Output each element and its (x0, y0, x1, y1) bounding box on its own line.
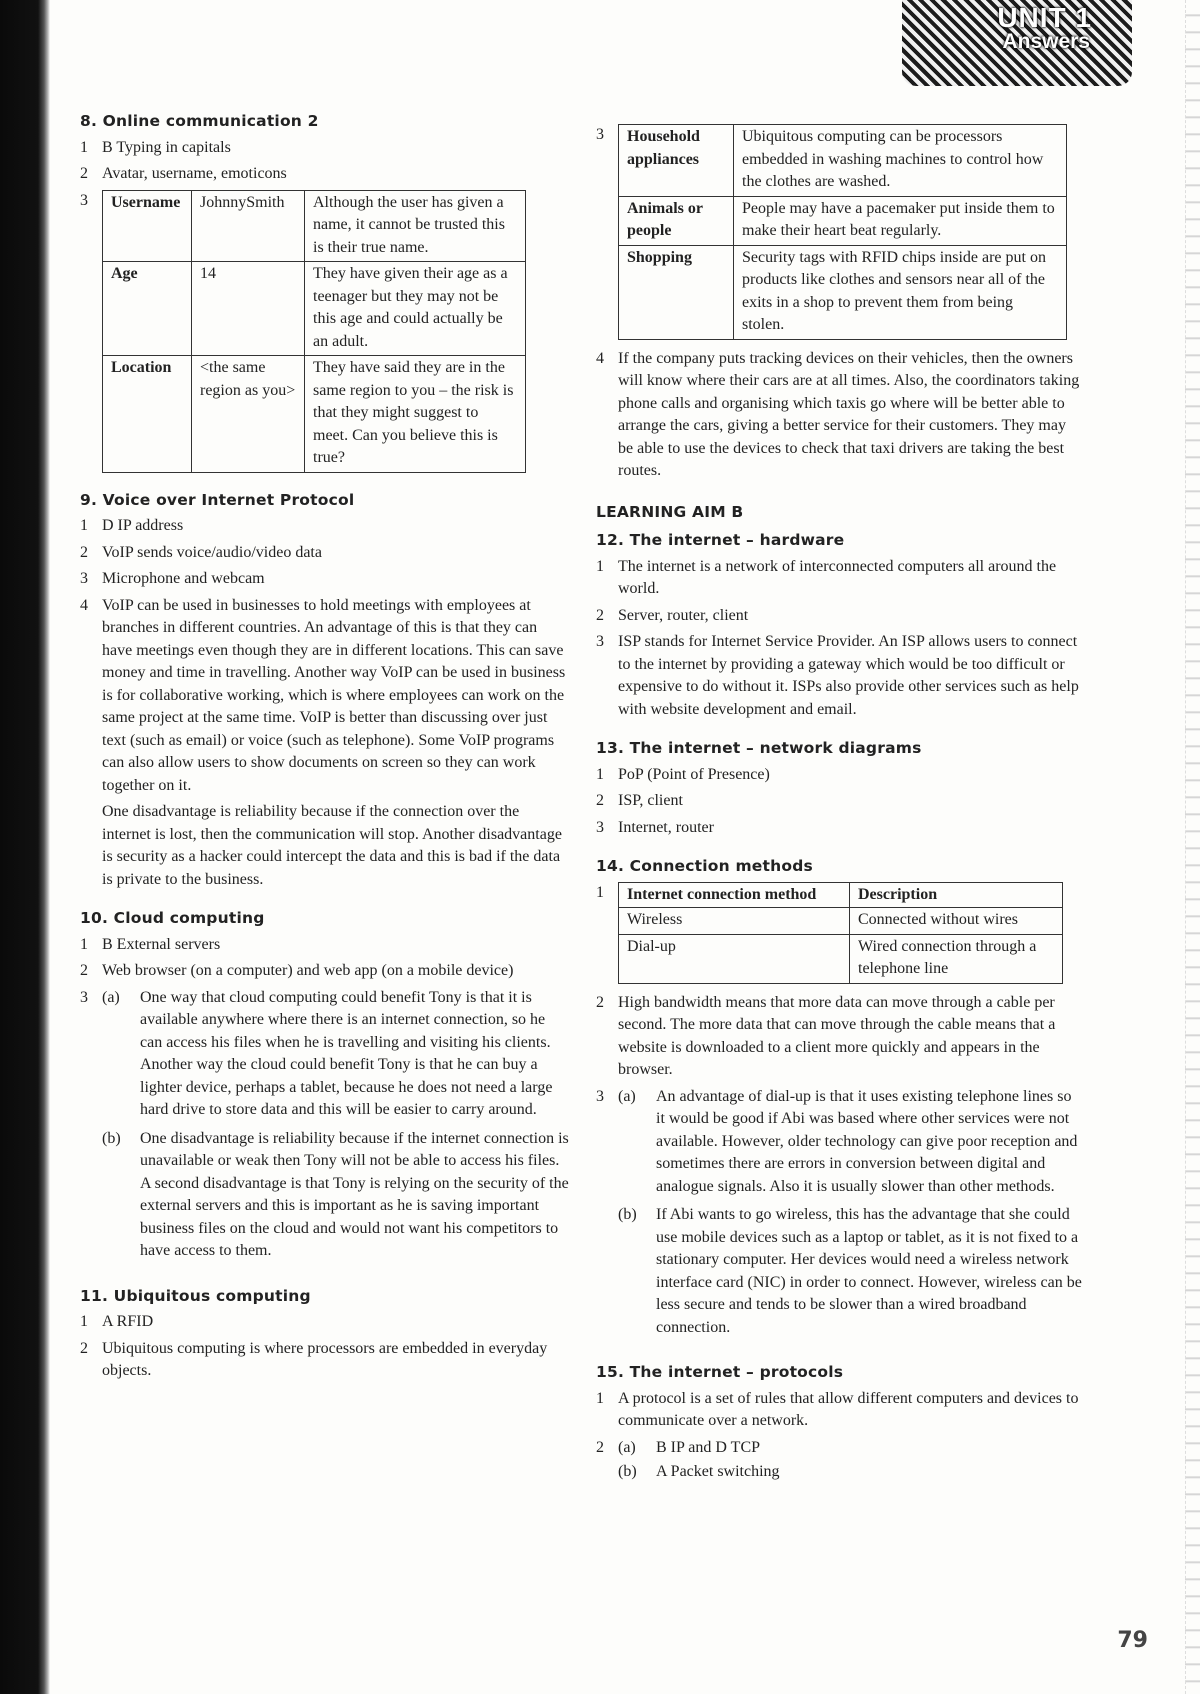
unit-label: UNIT 1 (997, 2, 1092, 33)
answer-item: 1 The internet is a network of interconnected computers all around the world. (596, 557, 1057, 597)
scan-shadow-left (0, 0, 50, 1694)
sub-answer: (b) One disadvantage is reliability because if the internet connection is unavailable or weak then Tony will not be able to access his files. A second disadvantage is that Tony is relying on the security of the external servers and this is important as he is saving important business files on the cloud and would not want his competitors to have access to them. (102, 1129, 569, 1259)
sub-answer: (b) A Packet switching (618, 1463, 780, 1480)
answer-item: 1 PoP (Point of Presence) (596, 765, 770, 783)
table-row: Animals or people People may have a pacemaker put inside them to make their heart beat regularly. (619, 196, 1067, 245)
section-title: 12. The internet – hardware (596, 531, 845, 549)
right-column (596, 124, 1084, 1494)
answers-label: Answers (1002, 30, 1090, 53)
sub-answer: (a) An advantage of dial-up is that it uses existing telephone lines so it would be good if Abi was based where other services were not available. However, older technology can give poor reception and sometimes there are errors in conversion between digital and analogue signals. Also it is usually slower than other methods. (618, 1087, 1078, 1195)
profile-table (102, 190, 526, 473)
scan-edge-right (1185, 0, 1200, 1694)
table-row: Dial-up Wired connection through a telephone line (619, 934, 1063, 983)
section-title: 8. Online communication 2 (80, 112, 319, 130)
section-title: 15. The internet – protocols (596, 1363, 844, 1381)
answer-item: 3 Household appliances Ubiquitous computing can be processors embedded in washing machines to control how the clothes are washed. Animals or people People may have a pacemaker put inside them to make their heart beat regularly. Shopping Security tags with RFID chips inside are put on products like clothes and sensors near all of the exits in a shop to prevent them from being stolen. (596, 124, 1084, 340)
unit-badge (902, 0, 1132, 86)
connection-table (618, 882, 1063, 984)
answer-item: 3 Microphone and webcam (80, 570, 265, 587)
answer-item: 2 (a) B IP and D TCP (b) A Packet switching (596, 1437, 1084, 1490)
answer-item: 3 (a) An advantage of dial-up is that it uses existing telephone lines so it would be good if Abi was based where other services were not available. However, older technology can give poor reception and sometimes there are errors in conversion between digital and analogue signals. Also it is usually slower than other methods. (b) If Abi wants to go wireless, this has the advantage that she could use mobile devices such as a laptop or tablet, as it is not fixed to a stationary computer. Her devices would need a wireless network interface card (NIC) in order to connect. However, wireless can be less secure and tends to be slower than a wired broadband connection. (596, 1086, 1084, 1346)
section-title: 9. Voice over Internet Protocol (80, 490, 355, 509)
answer-item: 2 High bandwidth means that more data can move through a cable per second. The more data that can move through the cable means that a website is downloaded to a client more quickly and appears in the browser. (596, 993, 1056, 1078)
answer-item: 3 Internet, router (596, 818, 714, 836)
section-title: 10. Cloud computing (80, 909, 265, 927)
answer-item: 1 A protocol is a set of rules that allow different computers and devices to communicate over a network. (596, 1389, 1079, 1429)
left-column (80, 110, 570, 1387)
page-number: 79 (1117, 1628, 1148, 1653)
answer-item: 3 (a) One way that cloud computing could benefit Tony is that it is available anywhere where there is an internet connection, so he can access his files when he is travelling and visiting his clients. Another way the cloud could benefit Tony is that he can buy a lighter device, perhaps a tablet, because he does not need a large hard drive to store data and this will be easier to carry around. (b) One disadvantage is reliability because if the internet connection is unavailable or weak then Tony will not be able to access his files. A second disadvantage is that Tony is relying on the security of the external servers and this is important as he is saving important business files on the cloud and would not want his competitors to have access to them. (80, 987, 570, 1269)
answer-item: 1 D IP address (80, 517, 184, 534)
answer-item: 2 Avatar, username, emoticons (80, 165, 287, 182)
table-header-row: Internet connection method Description (619, 882, 1063, 908)
answer-item: 2 ISP, client (596, 792, 683, 809)
section-title: 11. Ubiquitous computing (80, 1286, 311, 1305)
answer-item: 2 VoIP sends voice/audio/video data (80, 543, 322, 561)
answer-paragraph: VoIP can be used in businesses to hold meetings with employees at branches in different countries. An advantage of this is that they can have meetings even though they are in different locations. This can save money and time in travelling. Another way VoIP can be used in business is for collaborative working, which is where employees can work on the same project at the same time. VoIP is better than discussing over just text (such as email) or voice (such as telephone). Some VoIP programs can also allow users to show documents on screen so they can work together on it. (102, 596, 566, 794)
sub-answer: (b) If Abi wants to go wireless, this has the advantage that she could use mobile devices such as a laptop or tablet, as it is not fixed to a stationary computer. Her devices would need a wireless network interface card (NIC) in order to connect. However, wireless can be less secure and tends to be slower than a wired broadband connection. (618, 1206, 1082, 1336)
answer-paragraph: One disadvantage is reliability because if the connection over the internet is lost, then the communication will stop. Another disadvantage is security as a hacker could intercept the data and this is bad if the data is private to the business. (102, 803, 562, 888)
answer-item: 2 Server, router, client (596, 606, 749, 624)
answer-item: 1 B External servers (80, 935, 221, 953)
answer-item: 1 B Typing in capitals (80, 138, 231, 156)
section-title: 13. The internet – network diagrams (596, 739, 922, 757)
answer-item: 1 Internet connection method Description Wireless Connected without wires Dial-up Wired connection through a telephone line (596, 882, 1084, 984)
answer-item: 2 Web browser (on a computer) and web app (on a mobile device) (80, 962, 514, 979)
sub-answer: (a) B IP and D TCP (618, 1438, 761, 1456)
table-row: Wireless Connected without wires (619, 908, 1063, 935)
answer-item: 3 ISP stands for Internet Service Provider. An ISP allows users to connect to the internet by providing a gateway which would be too difficult or expensive to do without it. ISPs also provide other services such as help with website development and email. (596, 633, 1079, 718)
section-title: 14. Connection methods (596, 857, 813, 875)
table-row: Location <the same region as you> They have said they are in the same region to you – the risk is that they might suggest to meet. Can you believe this is true? (103, 356, 526, 473)
learning-aim-heading: LEARNING AIM B (596, 502, 744, 521)
answer-item: 2 Ubiquitous computing is where processors are embedded in everyday objects. (80, 1339, 548, 1379)
answer-item: 4 If the company puts tracking devices on their vehicles, then the owners will know where their cars are at all times. Also, the coordinators taking phone calls and organising which taxis go where will be better able to arrange the cars, giving a better service for their customers. They may be able to use the devices to check that taxi drivers are taking the best routes. (596, 349, 1080, 479)
sub-answer: (a) One way that cloud computing could benefit Tony is that it is available anywhere where there is an internet connection, so he can access his files when he is travelling and visiting his clients. Another way the cloud could benefit Tony is that he can buy a lighter device, perhaps a tablet, because he does not need a large hard drive to store data and this will be easier to carry around. (102, 988, 553, 1118)
table-row: Age 14 They have given their age as a teenager but they may not be this age and could actually be an adult. (103, 262, 526, 356)
answer-item: 3 Username JohnnySmith Although the user has given a name, it cannot be trusted this is their true name. Age 14 They have given their age as a teenager but they may not be this age and could actually be an adult. Location <the same region as you> They have said they are in the same region to you – the risk is that they might suggest to meet. Can you believe this is true? (80, 190, 570, 473)
answer-item: 4 VoIP can be used in businesses to hold meetings with employees at branches in different countries. An advantage of this is that they can have meetings even though they are in different locations. This can save money and time in travelling. Another way VoIP can be used in business is for collaborative working, which is where employees can work on the same project at the same time. VoIP is better than discussing over just text (such as email) or voice (such as telephone). Some VoIP programs can also allow users to show documents on screen so they can work together on it. One disadvantage is reliability because if the connection over the internet is lost, then the communication will stop. Another disadvantage is security as a hacker could intercept the data and this is bad if the data is private to the business. (80, 595, 570, 892)
table-row: Shopping Security tags with RFID chips inside are put on products like clothes and sensors near all of the exits in a shop to prevent them from being stolen. (619, 245, 1067, 339)
table-row: Household appliances Ubiquitous computing can be processors embedded in washing machines to control how the clothes are washed. (619, 125, 1067, 197)
ubiquitous-table (618, 124, 1067, 340)
table-row: Username JohnnySmith Although the user has given a name, it cannot be trusted this is their true name. (103, 190, 526, 262)
answer-item: 1 A RFID (80, 1313, 154, 1330)
